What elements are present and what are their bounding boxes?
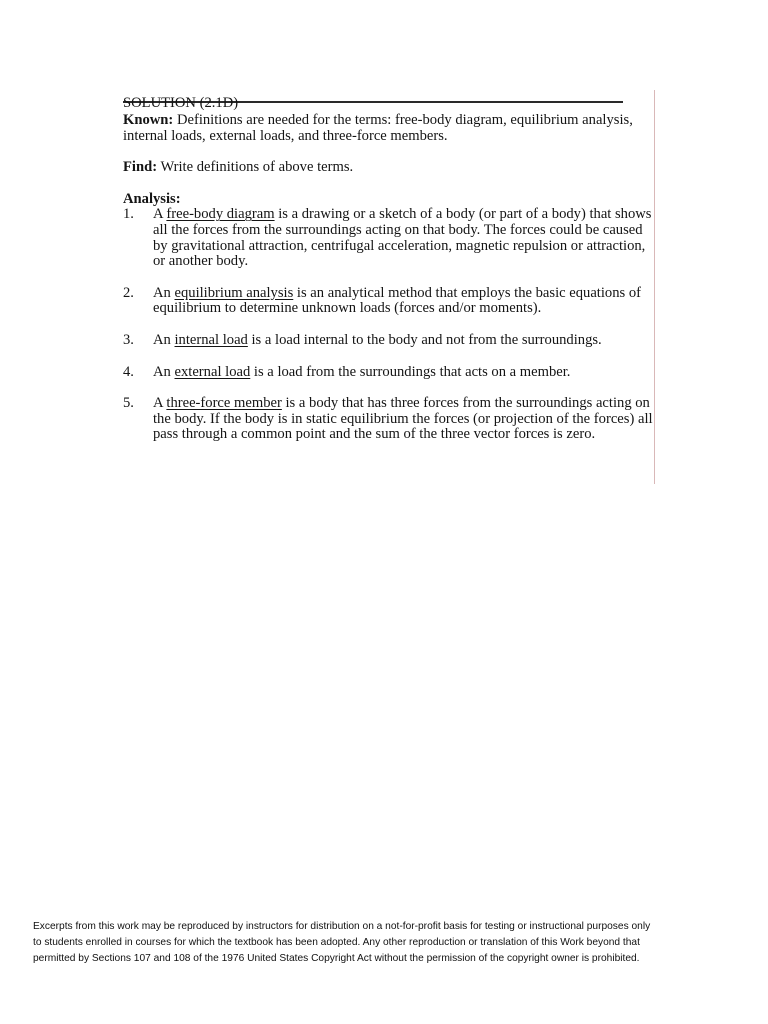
item-number: 1. bbox=[123, 206, 134, 223]
item-definition: is a body that has three forces from the surroundings acting on the body. If the body is in static equilibrium the forces (or projection of the forces) all pass through a common point and the sum of the three vector forces is zero. bbox=[153, 395, 653, 443]
item-definition: is a drawing or a sketch of a body (or part of a body) that shows all the forces from the surroundings acting on that body. The forces could be caused by gravitational attraction, centrifugal acceleration, magnetic repulsion or attraction, or another body. bbox=[153, 206, 652, 270]
known-text: Definitions are needed for the terms: free-body diagram, equilibrium analysis, internal loads, external loads, and three-force members. bbox=[123, 112, 633, 144]
item-lead: A bbox=[153, 206, 167, 223]
item-text bbox=[153, 396, 653, 443]
item-lead: An bbox=[153, 363, 175, 380]
item-number: 5. bbox=[123, 395, 134, 412]
definition-item-2 bbox=[123, 286, 653, 317]
definition-item-5 bbox=[123, 396, 653, 443]
item-number: 3. bbox=[123, 331, 134, 348]
footer-line-1: Excerpts from this work may be reproduced by instructors for distribution on a not-for-profit basis for testing or instructional purposes only bbox=[33, 921, 651, 932]
defined-term: external load bbox=[174, 363, 251, 380]
definition-item-1 bbox=[123, 207, 653, 269]
definition-item-4 bbox=[123, 365, 653, 381]
copyright-footer bbox=[33, 919, 733, 967]
solution-block bbox=[123, 96, 653, 443]
footer-line-2: to students enrolled in courses for which the textbook has been adopted. Any other reproduction or translation of this Work beyond that bbox=[33, 937, 640, 948]
item-text bbox=[153, 365, 653, 381]
known-paragraph bbox=[123, 113, 653, 144]
defined-term: three-force member bbox=[166, 395, 282, 412]
defined-term: free-body diagram bbox=[166, 206, 275, 223]
find-label: Find: bbox=[123, 159, 158, 176]
defined-term: equilibrium analysis bbox=[174, 284, 294, 301]
item-number: 4. bbox=[123, 363, 134, 380]
find-text: Write definitions of above terms. bbox=[160, 159, 354, 176]
solution-title: SOLUTION (2.1D) bbox=[123, 95, 239, 111]
item-number: 2. bbox=[123, 284, 134, 301]
defined-term: internal load bbox=[174, 331, 248, 348]
analysis-heading: Analysis: bbox=[123, 190, 181, 207]
item-definition: is an analytical method that employs the basic equations of equilibrium to determine unknown loads (forces and/or moments). bbox=[153, 284, 641, 317]
find-paragraph bbox=[123, 160, 653, 176]
item-definition: is a load internal to the body and not from the surroundings. bbox=[247, 331, 602, 348]
scan-margin-line bbox=[654, 90, 655, 484]
definition-item-3 bbox=[123, 333, 653, 349]
item-text bbox=[153, 207, 653, 269]
item-lead: An bbox=[153, 284, 175, 301]
item-text bbox=[153, 286, 653, 317]
item-text bbox=[153, 333, 653, 349]
item-lead: An bbox=[153, 331, 175, 348]
known-label: Known: bbox=[123, 112, 174, 128]
item-lead: A bbox=[153, 395, 167, 412]
footer-line-3: permitted by Sections 107 and 108 of the 1976 United States Copyright Act without the permission of the copyright owner is prohibited. bbox=[33, 953, 640, 964]
item-definition: is a load from the surroundings that acts on a member. bbox=[250, 363, 571, 380]
